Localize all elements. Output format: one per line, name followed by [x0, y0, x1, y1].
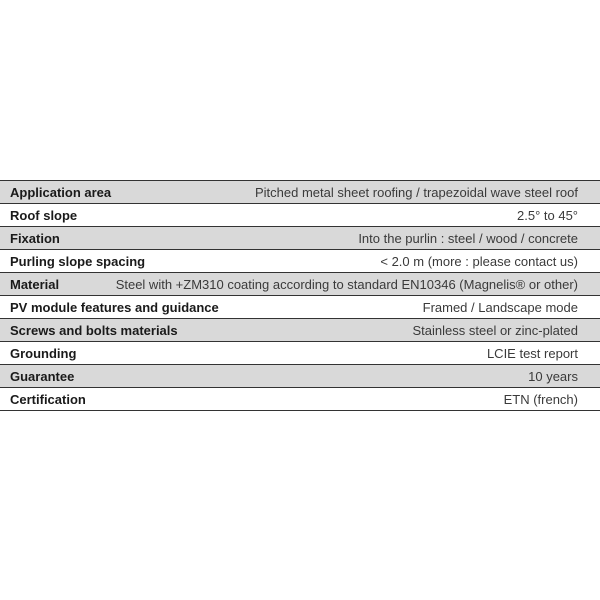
spec-value: Into the purlin : steel / wood / concrete	[358, 230, 578, 246]
spec-label: Purling slope spacing	[10, 253, 146, 269]
spec-label: Fixation	[10, 230, 60, 246]
spec-value: LCIE test report	[486, 345, 578, 361]
spec-row-material	[0, 273, 600, 296]
spec-value: Steel with +ZM310 coating according to standard EN10346 (Magnelis® or other)	[115, 276, 578, 292]
spec-row-guarantee	[0, 365, 600, 388]
spec-label: Application area	[10, 184, 112, 200]
spec-row-certification	[0, 388, 600, 411]
spec-row-fixation	[0, 227, 600, 250]
spec-label: Screws and bolts materials	[10, 322, 178, 338]
spec-label: Guarantee	[10, 368, 75, 384]
spec-value: < 2.0 m (more : please contact us)	[380, 253, 578, 269]
spec-value: Pitched metal sheet roofing / trapezoidal wave steel roof	[254, 184, 578, 200]
spec-row-screws-and-bolts	[0, 319, 600, 342]
spec-value: Framed / Landscape mode	[422, 299, 578, 315]
spec-label: Grounding	[10, 345, 77, 361]
spec-label: PV module features and guidance	[10, 299, 219, 315]
spec-value: Stainless steel or zinc-plated	[412, 322, 578, 338]
spec-value: ETN (french)	[503, 391, 578, 407]
spec-row-application-area	[0, 181, 600, 204]
spec-value: 2.5° to 45°	[517, 207, 578, 223]
spec-row-grounding	[0, 342, 600, 365]
spec-label: Material	[10, 276, 60, 292]
spec-label: Roof slope	[10, 207, 78, 223]
spec-row-pv-module-features	[0, 296, 600, 319]
spec-table	[0, 180, 600, 411]
spec-label: Certification	[10, 391, 86, 407]
spec-row-purling-slope-spacing	[0, 250, 600, 273]
spec-value: 10 years	[528, 368, 578, 384]
spec-row-roof-slope	[0, 204, 600, 227]
